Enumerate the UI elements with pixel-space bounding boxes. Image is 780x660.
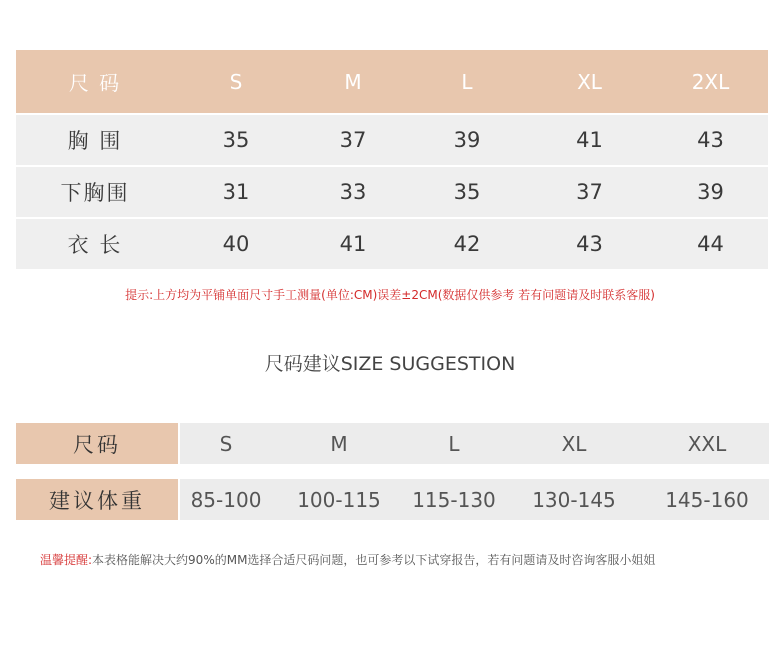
weight-row-label: 建议体重 — [16, 479, 178, 520]
cell-value: 41 — [576, 128, 603, 152]
table-row-length — [16, 219, 768, 269]
cell-value: 42 — [453, 232, 481, 256]
header-size-s: S — [229, 69, 243, 94]
size-value: XXL — [687, 431, 727, 456]
cell-value: 33 — [339, 180, 367, 204]
cell-value: 41 — [339, 232, 367, 256]
weight-value: 145-160 — [665, 487, 749, 512]
suggestion-size-row — [16, 423, 769, 464]
cell-value: 40 — [222, 232, 250, 256]
weight-value: 130-145 — [532, 487, 616, 512]
size-table — [16, 50, 768, 269]
header-label: 尺 码 — [68, 71, 122, 95]
size-value: L — [448, 431, 460, 456]
weight-value: 115-130 — [412, 487, 496, 512]
cell-value: 43 — [576, 232, 603, 256]
weight-value: 85-100 — [190, 487, 262, 512]
size-row-label: 尺码 — [16, 423, 178, 464]
table-row-underbust — [16, 167, 768, 217]
reminder-prefix: 温馨提醒: — [40, 553, 93, 567]
cell-value: 37 — [576, 180, 603, 204]
header-size-l: L — [461, 69, 473, 94]
size-table-header — [16, 50, 768, 113]
row-label: 衣 长 — [67, 233, 123, 257]
size-value: XL — [561, 431, 587, 456]
cell-value: 44 — [697, 232, 724, 256]
reminder-text: 本表格能解决大约90%的MM选择合适尺码问题，也可参考以下试穿报告，若有问题请及时咨询客服小姐姐 — [92, 553, 656, 567]
weight-value: 100-115 — [297, 487, 381, 512]
cell-value: 43 — [697, 128, 724, 152]
suggestion-weight-row — [16, 479, 769, 520]
cell-value: 35 — [453, 180, 481, 204]
size-value: S — [219, 431, 233, 456]
header-size-2xl: 2XL — [691, 69, 730, 94]
cell-value: 37 — [339, 128, 367, 152]
header-size-m: M — [344, 69, 362, 94]
row-label: 胸 围 — [67, 129, 123, 153]
table-row-chest — [16, 115, 768, 165]
reminder-note — [40, 551, 655, 568]
cell-value: 35 — [222, 128, 250, 152]
size-value: M — [330, 431, 348, 456]
cell-value: 31 — [222, 180, 250, 204]
header-size-xl: XL — [577, 69, 602, 94]
measurement-note: 提示:上方均为平铺单面尺寸手工测量(单位:CM)误差±2CM(数据仅供参考 若有问题请及时联系客服) — [125, 288, 655, 302]
row-label: 下胸围 — [60, 181, 130, 205]
cell-value: 39 — [453, 128, 481, 152]
suggestion-title: 尺码建议SIZE SUGGESTION — [264, 353, 516, 375]
cell-value: 39 — [697, 180, 724, 204]
